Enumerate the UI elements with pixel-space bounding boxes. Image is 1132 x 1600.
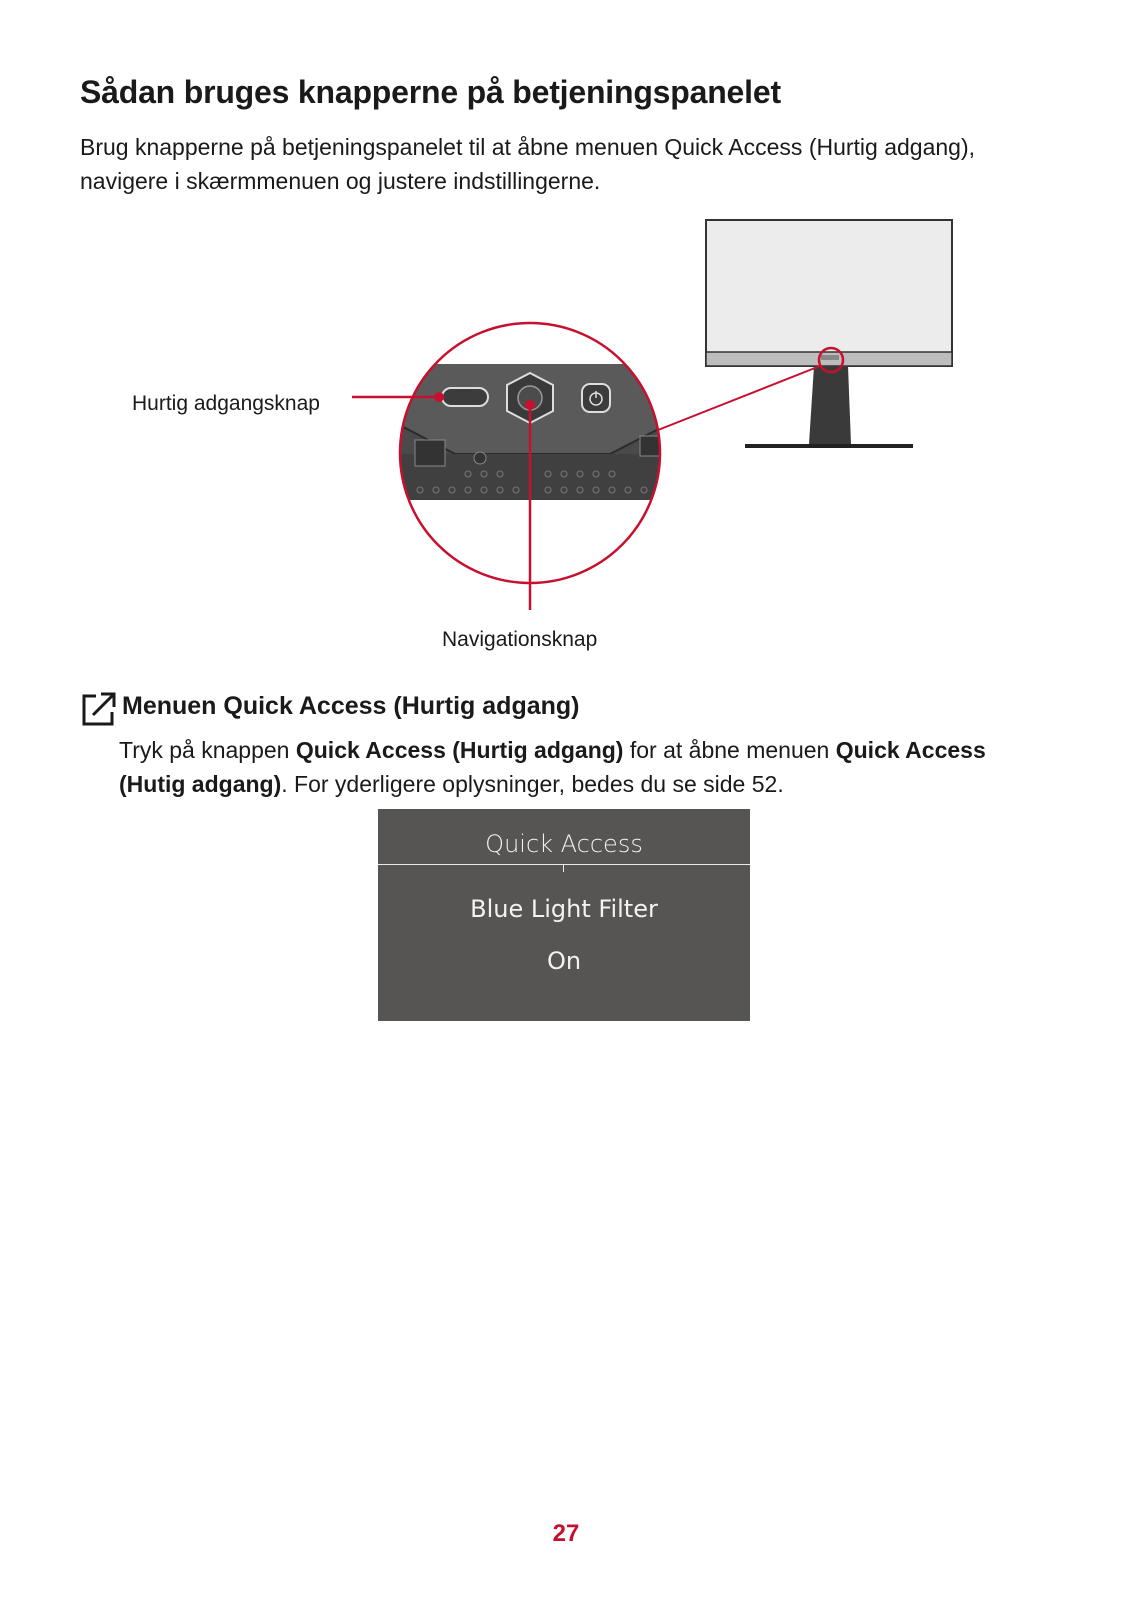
control-panel-diagram — [0, 200, 1132, 670]
external-link-icon — [80, 690, 118, 728]
section-paragraph — [119, 733, 1019, 801]
page-number: 27 — [552, 1520, 580, 1547]
osd-item-name: Blue Light Filter — [470, 895, 658, 923]
navigation-button-label: Navigationsknap — [442, 628, 598, 651]
page-title: Sådan bruges knapperne på betjeningspanelet — [80, 74, 781, 110]
quick-access-osd — [378, 809, 750, 1021]
osd-item-value: On — [546, 947, 582, 975]
monitor-illustration — [706, 220, 952, 448]
section-text-part: . For yderligere oplysninger, bedes du se side 52. — [281, 771, 784, 797]
section-text-bold: Quick Access (Hurtig adgang) — [295, 737, 624, 763]
intro-paragraph: Brug knapperne på betjeningspanelet til at åbne menuen Quick Access (Hurtig adgang), navigere i skærmmenuen og justere indstillingerne. — [80, 134, 976, 194]
quick-access-button — [442, 388, 488, 406]
zoomed-control-panel — [390, 310, 680, 610]
section-title: Menuen Quick Access (Hurtig adgang) — [122, 692, 580, 720]
osd-divider-tick — [563, 864, 564, 872]
quick-access-button-label: Hurtig adgangsknap — [132, 392, 320, 415]
section-text-part: for at åbne menuen — [623, 737, 836, 763]
osd-title-text: Quick Access — [485, 830, 643, 858]
section-text-bold: Quick Access (Hutig adgang) — [119, 737, 986, 797]
section-text-part: Tryk på knappen — [119, 737, 296, 763]
osd-title — [378, 809, 750, 865]
